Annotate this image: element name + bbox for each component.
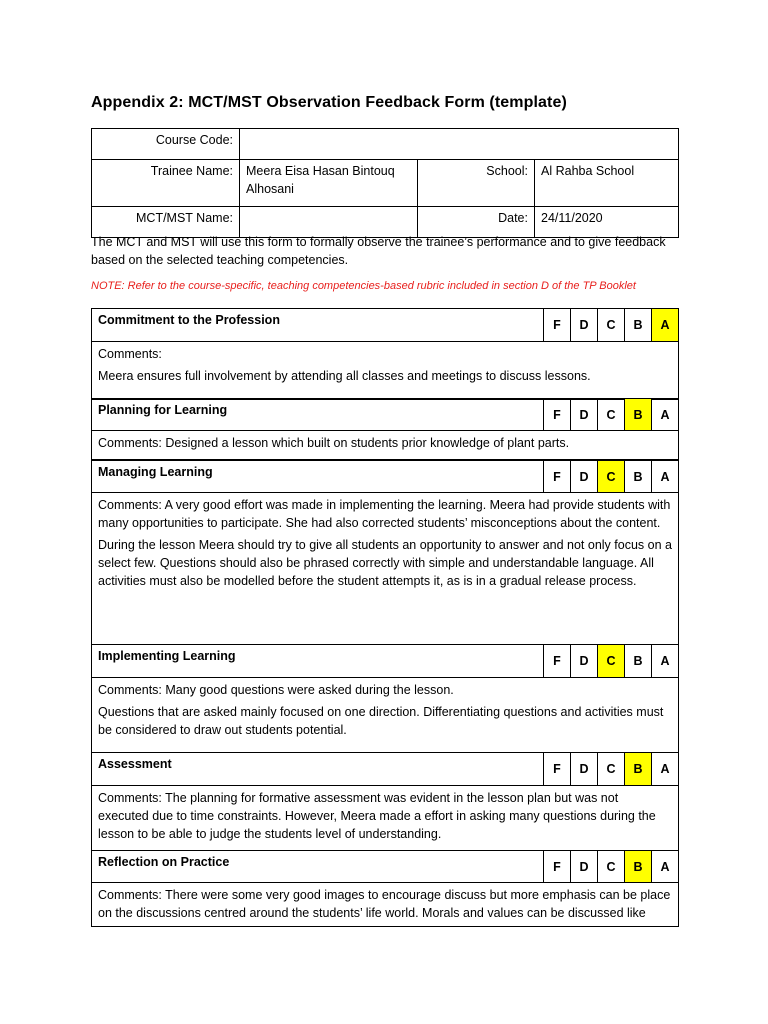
form-title: Appendix 2: MCT/MST Observation Feedback Form (template) (91, 94, 567, 111)
grade-a[interactable]: A (652, 461, 679, 493)
grade-d[interactable]: D (571, 399, 598, 431)
competency-commitment (91, 308, 679, 400)
grade-c[interactable]: C (598, 851, 625, 883)
trainee-name-label: Trainee Name: (92, 160, 240, 207)
comment-line: Comments: (98, 347, 162, 361)
grade-a[interactable]: A (652, 309, 679, 342)
comment-line: During the lesson Meera should try to give all students an opportunity to answer and not only focus on a select few. Questions should also be phrased correctly with simple and understandable language. All activities must also be modelled before the student attempts it, as is in a gradual release process. (98, 538, 672, 588)
competency-name: Commitment to the Profession (92, 309, 544, 342)
grade-b[interactable]: B (625, 461, 652, 493)
grade-c[interactable]: C (598, 399, 625, 431)
grade-f[interactable]: F (544, 851, 571, 883)
grade-c[interactable]: C (598, 753, 625, 786)
comments-cell (92, 678, 679, 753)
comment-line: Comments: The planning for formative assessment was evident in the lesson plan but was not executed due to time constraints. However, Meera made a effort in asking many questions during the lesson to be able to judge the students level of understanding. (98, 791, 656, 841)
rubric-note: NOTE: Refer to the course-specific, teaching competencies-based rubric included in section D of the TP Booklet (91, 280, 636, 292)
grade-a[interactable]: A (652, 753, 679, 786)
grade-a[interactable]: A (652, 645, 679, 678)
competency-name: Planning for Learning (92, 399, 544, 431)
grade-f[interactable]: F (544, 399, 571, 431)
grade-d[interactable]: D (571, 645, 598, 678)
comments-cell (92, 342, 679, 400)
comments-cell (92, 493, 679, 645)
grade-f[interactable]: F (544, 461, 571, 493)
course-code-value[interactable] (240, 129, 679, 160)
competency-planning (91, 398, 679, 460)
competency-name: Implementing Learning (92, 645, 544, 678)
grade-f[interactable]: F (544, 753, 571, 786)
grade-a[interactable]: A (652, 399, 679, 431)
grade-b[interactable]: B (625, 645, 652, 678)
competency-name: Assessment (92, 753, 544, 786)
grade-f[interactable]: F (544, 645, 571, 678)
comments-cell (92, 786, 679, 851)
header-table (91, 128, 679, 238)
grade-f[interactable]: F (544, 309, 571, 342)
competency-managing (91, 460, 679, 645)
grade-c[interactable]: C (598, 309, 625, 342)
grade-b[interactable]: B (625, 851, 652, 883)
comments-cell (92, 431, 679, 460)
school-label: School: (418, 160, 535, 207)
competency-name: Reflection on Practice (92, 851, 544, 883)
school-value[interactable]: Al Rahba School (535, 160, 679, 207)
competency-implementing (91, 644, 679, 753)
grade-a[interactable]: A (652, 851, 679, 883)
competency-name: Managing Learning (92, 461, 544, 493)
comment-line: Questions that are asked mainly focused on one direction. Differentiating questions and activities must be considered to draw out students potential. (98, 705, 664, 737)
comment-line: Meera ensures full involvement by attending all classes and meetings to discuss lessons. (98, 369, 591, 383)
grade-d[interactable]: D (571, 461, 598, 493)
comment-line: Comments: Designed a lesson which built on students prior knowledge of plant parts. (98, 436, 570, 450)
grade-d[interactable]: D (571, 309, 598, 342)
comment-line: Comments: A very good effort was made in implementing the learning. Meera had provide students with many opportunities to participate. She had also corrected students’ misconceptions about the content. (98, 498, 671, 530)
grade-c[interactable]: C (598, 645, 625, 678)
course-code-label: Course Code: (92, 129, 240, 160)
grade-b[interactable]: B (625, 399, 652, 431)
date-label: Date: (418, 207, 535, 238)
comments-cell (92, 883, 679, 927)
grade-d[interactable]: D (571, 851, 598, 883)
intro-text: The MCT and MST will use this form to formally observe the trainee’s performance and to give feedback based on the selected teaching competencies. (91, 235, 666, 267)
grade-c[interactable]: C (598, 461, 625, 493)
comment-line: Comments: Many good questions were asked during the lesson. (98, 683, 454, 697)
mct-mst-name-label: MCT/MST Name: (92, 207, 240, 238)
grade-b[interactable]: B (625, 309, 652, 342)
date-value[interactable]: 24/11/2020 (535, 207, 679, 238)
grade-b[interactable]: B (625, 753, 652, 786)
grade-d[interactable]: D (571, 753, 598, 786)
competency-assessment (91, 752, 679, 851)
competency-reflection (91, 850, 679, 927)
trainee-name-value[interactable]: Meera Eisa Hasan Bintouq Alhosani (240, 160, 418, 207)
comment-line: Comments: There were some very good images to encourage discuss but more emphasis can be place on the discussions centred around the students’ life world. Morals and values can be discussed like (98, 888, 671, 920)
